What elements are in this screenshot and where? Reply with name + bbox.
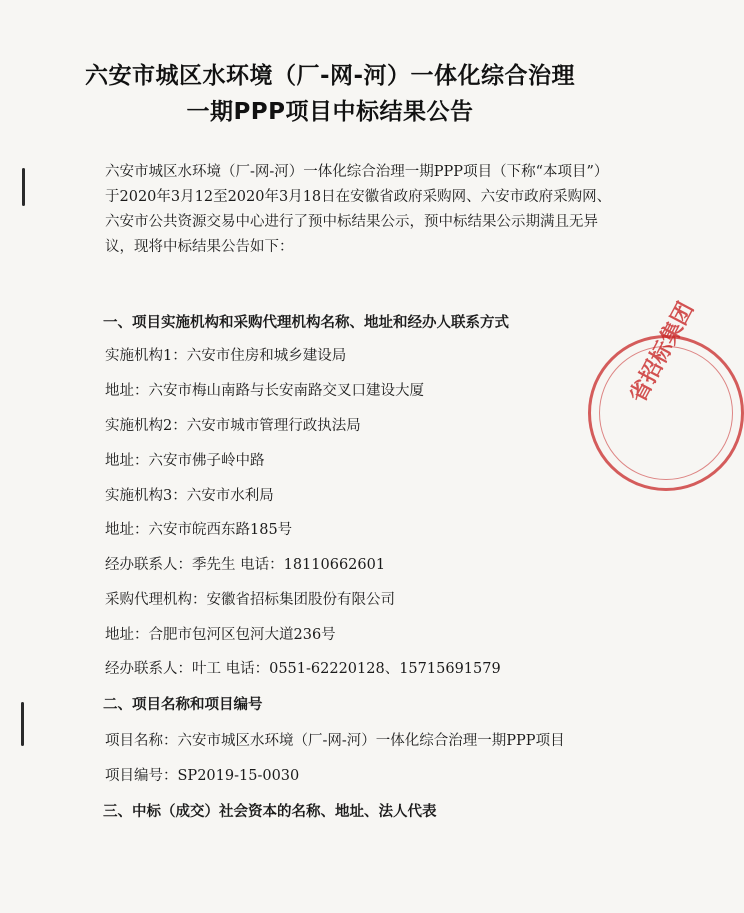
procurement-agent: 采购代理机构：安徽省招标集团股份有限公司: [105, 592, 395, 608]
procurement-contact: 经办联系人：叶工 电话：0551-62220128、15715691579: [105, 661, 501, 677]
agency1-address: 地址：六安市梅山南路与长安南路交叉口建设大厦: [105, 383, 424, 399]
section1-heading: 一、项目实施机构和采购代理机构名称、地址和经办人联系方式: [103, 315, 509, 331]
section3-heading: 三、中标（成交）社会资本的名称、地址、法人代表: [103, 804, 437, 820]
document-title-line1: 六安市城区水环境（厂-网-河）一体化综合治理: [84, 63, 576, 89]
agency2-line: 实施机构2：六安市城市管理行政执法局: [105, 418, 361, 434]
seal-text: 省招标集团: [625, 298, 700, 408]
intro-text: 六安市城区水环境（厂-网-河）一体化综合治理一期PPP项目（下称“本项目”）于2020年3月12至2020年3月18日在安徽省政府采购网、六安市政府采购网、六安市公共资源交易中心进行了预中标结果公示，预中标结果公示期满且无异议，现将中标结果公告如下：: [105, 164, 612, 255]
company-seal: [588, 298, 744, 491]
binding-mark-bottom: [21, 702, 24, 746]
document-title-line2: 一期PPP项目中标结果公告: [186, 99, 474, 125]
agency3-line: 实施机构3：六安市水利局: [105, 488, 274, 504]
agency-contact: 经办联系人：季先生 电话：18110662601: [105, 557, 386, 573]
project-number: 项目编号：SP2019-15-0030: [105, 768, 300, 784]
intro-paragraph: [105, 160, 615, 260]
section2-heading: 二、项目名称和项目编号: [103, 697, 263, 713]
procurement-address: 地址：合肥市包河区包河大道236号: [105, 627, 336, 643]
project-name: 项目名称：六安市城区水环境（厂-网-河）一体化综合治理一期PPP项目: [105, 733, 565, 749]
agency2-address: 地址：六安市佛子岭中路: [105, 453, 265, 469]
agency1-line: 实施机构1：六安市住房和城乡建设局: [105, 348, 347, 364]
binding-mark-top: [22, 168, 25, 206]
agency3-address: 地址：六安市皖西东路185号: [105, 522, 293, 538]
